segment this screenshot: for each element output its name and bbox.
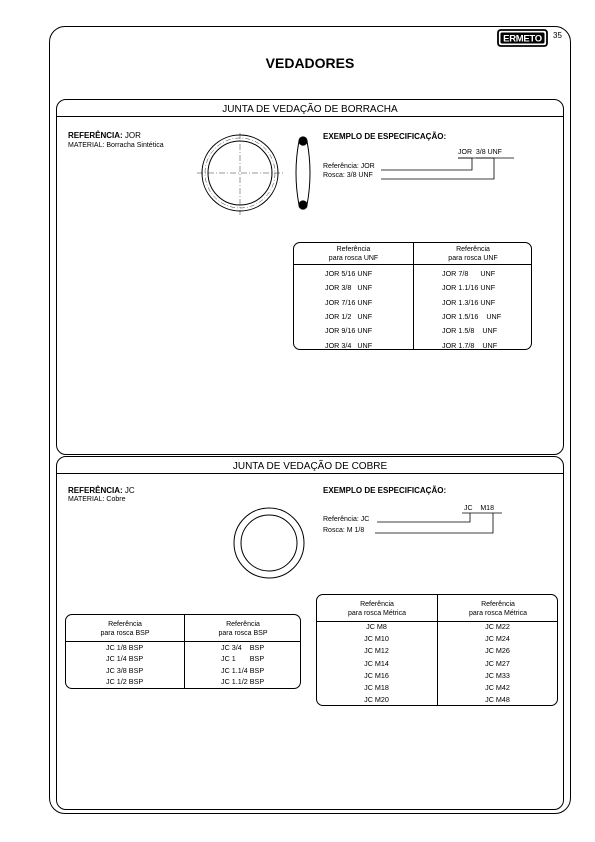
- copper-section-title: JUNTA DE VEDAÇÃO DE COBRE: [232, 461, 388, 472]
- table-cell: JC 1/4 BSP: [106, 654, 144, 664]
- table-cell: JC M42: [485, 683, 510, 692]
- table-cell: JOR 3/4 UNF: [325, 340, 373, 350]
- rubber-example-ref-line: Referência: JOR: [323, 163, 375, 170]
- table-cell: JC 1.1/2 BSP: [221, 676, 265, 686]
- metric-header-1: Referência para rosca Métrica: [348, 601, 406, 617]
- table-cell: JC M16: [364, 670, 389, 680]
- table-cell: JOR 7/8 UNF: [442, 269, 496, 278]
- table-cell: JOR 1.3/16 UNF: [442, 297, 496, 307]
- table-cell: JC M18: [364, 683, 389, 692]
- rubber-example-code: JOR 3/8 UNF: [458, 149, 502, 156]
- rubber-example-title: EXEMPLO DE ESPECIFICAÇÃO:: [323, 132, 447, 141]
- table-cell: JC 1/8 BSP: [106, 643, 144, 652]
- copper-material: MATERIAL: Cobre: [68, 496, 126, 503]
- copper-example-title: EXEMPLO DE ESPECIFICAÇÃO:: [323, 486, 447, 495]
- table-cell: JC 1.1/4 BSP: [221, 665, 265, 675]
- table-cell: JOR 3/8 UNF: [325, 283, 373, 293]
- table-cell: JOR 1/2 UNF: [325, 311, 373, 321]
- table-cell: JC M33: [485, 670, 510, 680]
- table-cell: JC M8: [366, 622, 387, 631]
- bsp-table: [65, 614, 301, 689]
- page-title: VEDADORES: [265, 55, 355, 71]
- unf-header-2: Referência para rosca UNF: [448, 246, 498, 262]
- page-number: 35: [553, 31, 562, 40]
- table-cell: JC M26: [485, 646, 510, 656]
- table-cell: JC M22: [485, 622, 510, 631]
- table-cell: JOR 9/16 UNF: [325, 326, 373, 336]
- table-cell: JC M48: [485, 695, 510, 705]
- table-cell: JC M20: [364, 695, 389, 705]
- table-cell: JC 1/2 BSP: [106, 676, 144, 686]
- table-cell: JC M24: [485, 634, 510, 644]
- table-cell: JOR 5/16 UNF: [325, 269, 373, 278]
- table-cell: JOR 1.5/8 UNF: [442, 326, 498, 336]
- copper-example-code: JC M18: [464, 505, 494, 512]
- table-cell: JOR 1.5/16 UNF: [442, 311, 502, 321]
- table-cell: JC 3/4 BSP: [221, 643, 265, 652]
- metric-header-2: Referência para rosca Métrica: [469, 601, 527, 617]
- table-cell: JC M10: [364, 634, 389, 644]
- bsp-header-2: Referência para rosca BSP: [218, 621, 268, 637]
- table-cell: JOR 7/16 UNF: [325, 297, 373, 307]
- copper-example-thread-line: Rosca: M 1/8: [323, 527, 365, 534]
- rubber-reference: REFERÊNCIA: JOR: [68, 131, 141, 140]
- table-cell: JC M27: [485, 658, 510, 668]
- rubber-material: MATERIAL: Borracha Sintética: [68, 142, 164, 149]
- table-cell: JOR 1.7/8 UNF: [442, 340, 498, 350]
- copper-example-ref-line: Referência: JC: [323, 516, 370, 523]
- logo-text: ERMETO: [503, 33, 542, 45]
- unf-header-1: Referência para rosca UNF: [328, 246, 379, 262]
- table-cell: JC 3/8 BSP: [106, 665, 144, 675]
- table-cell: JC M14: [364, 658, 389, 668]
- table-cell: JOR 1.1/16 UNF: [442, 283, 496, 293]
- table-cell: JC M12: [364, 646, 389, 656]
- rubber-section-title: JUNTA DE VEDAÇÃO DE BORRACHA: [222, 104, 398, 115]
- copper-reference: REFERÊNCIA: JC: [68, 486, 135, 495]
- bsp-header-1: Referência para rosca BSP: [100, 621, 150, 637]
- table-cell: JC 1 BSP: [221, 654, 265, 664]
- rubber-example-thread-line: Rosca: 3/8 UNF: [323, 172, 373, 179]
